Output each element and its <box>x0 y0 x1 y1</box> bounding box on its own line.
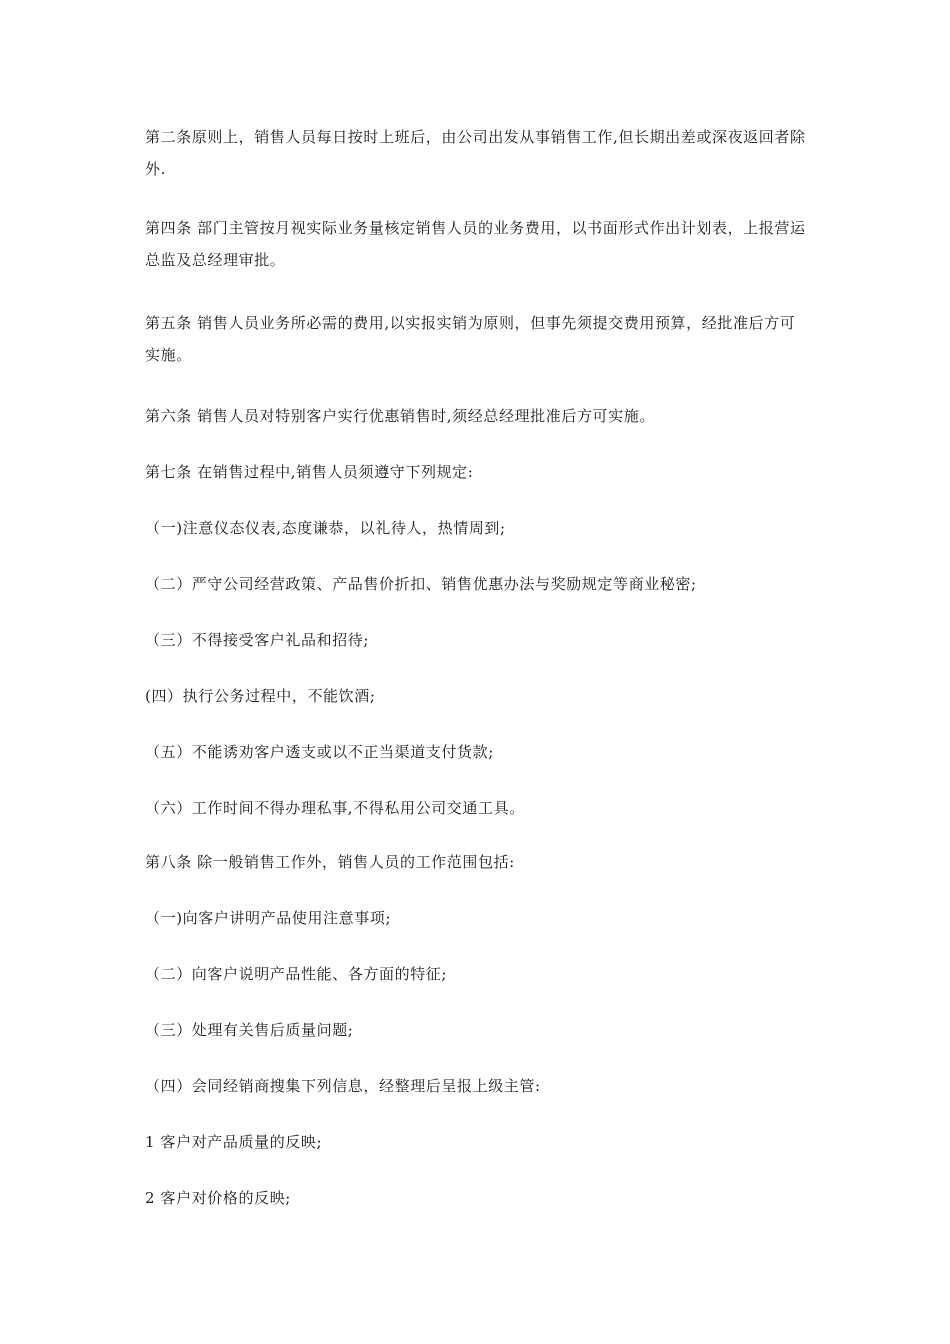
article-8-item-1: （一)向客户讲明产品使用注意事项; <box>145 909 392 927</box>
article-8-item-2: （二）向客户说明产品性能、各方面的特征; <box>145 965 448 983</box>
article-8-item-3: （三）处理有关售后质量问题; <box>145 1021 354 1039</box>
info-item-1: 1 客户对产品质量的反映; <box>145 1133 323 1151</box>
article-7-item-3: （三）不得接受客户礼品和招待; <box>145 631 370 649</box>
article-7-item-4: (四）执行公务过程中，不能饮酒; <box>145 687 376 705</box>
article-6-paragraph: 第六条 销售人员对特别客户实行优惠销售时,须经总经理批准后方可实施。 <box>145 407 655 425</box>
article-7-item-6: （六）工作时间不得办理私事,不得私用公司交通工具。 <box>145 799 525 817</box>
article-7-heading: 第七条 在销售过程中,销售人员须遵守下列规定: <box>145 463 474 481</box>
article-7-item-2: （二）严守公司经营政策、产品售价折扣、销售优惠办法与奖励规定等商业秘密; <box>145 575 697 593</box>
article-8-heading: 第八条 除一般销售工作外，销售人员的工作范围包括: <box>145 853 515 871</box>
info-item-2: 2 客户对价格的反映; <box>145 1189 291 1207</box>
article-7-item-1: （一)注意仪态仪表,态度谦恭，以礼待人，热情周到; <box>145 519 506 537</box>
article-7-item-5: （五）不能诱劝客户透支或以不正当渠道支付货款; <box>145 743 494 761</box>
article-2-paragraph: 第二条原则上，销售人员每日按时上班后，由公司出发从事销售工作,但长期出差或深夜返回者除外. <box>145 128 806 178</box>
article-8-item-4: （四）会同经销商搜集下列信息，经整理后呈报上级主管: <box>145 1077 541 1095</box>
article-4-paragraph: 第四条 部门主管按月视实际业务量核定销售人员的业务费用，以书面形式作出计划表，上报营运总监及总经理审批。 <box>145 219 806 269</box>
article-5-paragraph: 第五条 销售人员业务所必需的费用,以实报实销为原则，但事先须提交费用预算，经批准后方可实施。 <box>145 314 796 364</box>
